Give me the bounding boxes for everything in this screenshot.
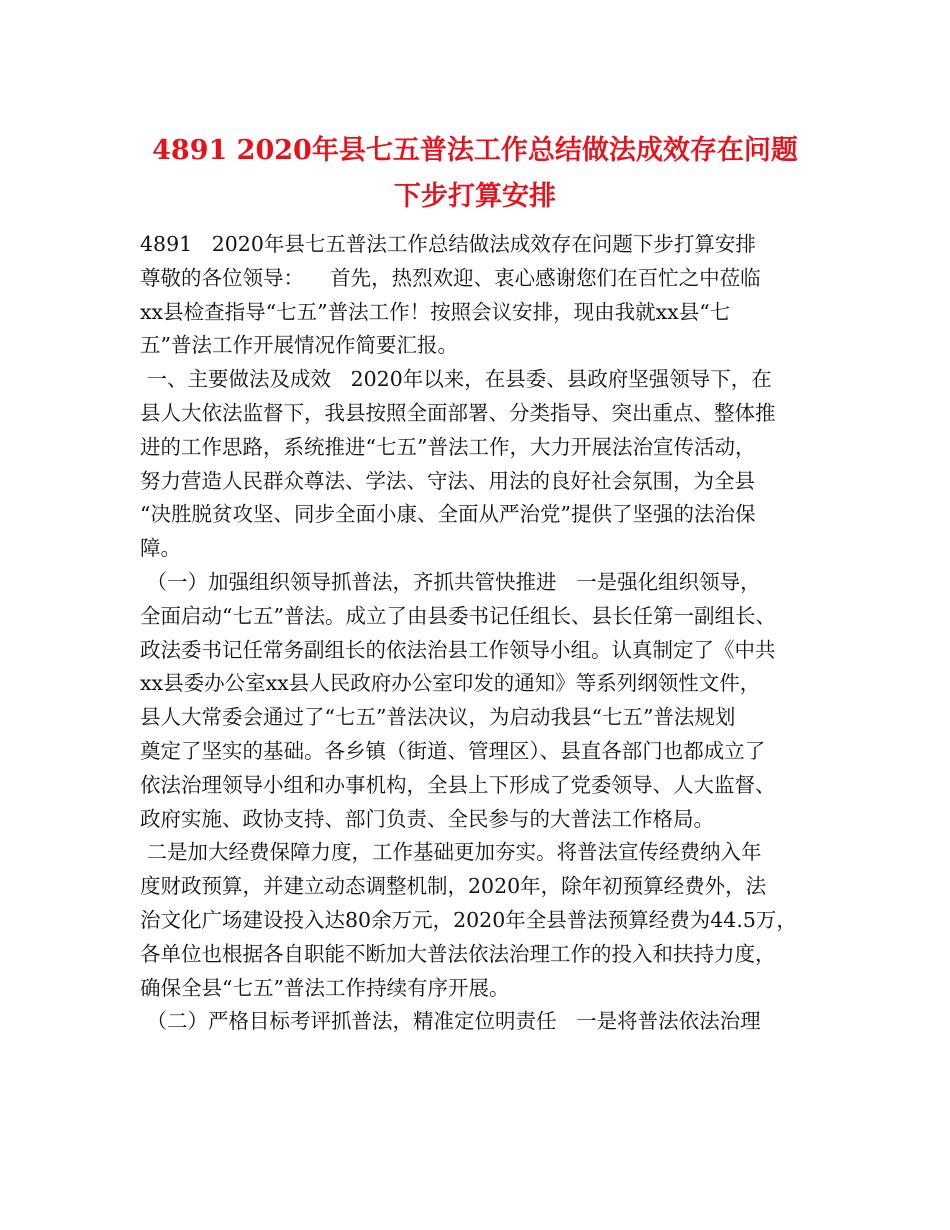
body-line: 奠定了坚实的基础。各乡镇（街道、管理区）、县直各部门也都成立了 — [140, 738, 766, 763]
body-line: 五”普法工作开展情况作简要汇报。 — [140, 333, 458, 358]
body-line: 努力营造人民群众尊法、学法、守法、用法的良好社会氛围，为全县 — [140, 468, 755, 493]
body-line: 度财政预算，并建立动态调整机制，2020年，除年初预算经费外，法 — [140, 874, 767, 899]
body-line: 政法委书记任常务副组长的依法治县工作领导小组。认真制定了《中共 — [140, 637, 776, 662]
body-line: 确保全县“七五”普法工作持续有序开展。 — [140, 975, 510, 1000]
body-line: 障。 — [140, 536, 181, 561]
body-line: 一、主要做法及成效 2020年以来，在县委、县政府坚强领导下，在 — [140, 367, 772, 392]
body-line: 县人大常委会通过了“七五”普法决议，为启动我县“七五”普法规划 — [140, 705, 736, 730]
body-line: 尊敬的各位领导： 首先，热烈欢迎、衷心感谢您们在百忙之中莅临 — [140, 265, 761, 290]
body-line: 依法治理领导小组和办事机构，全县上下形成了党委领导、人大监督、 — [140, 772, 776, 797]
document-title-line-1: 4891 2020年县七五普法工作总结做法成效存在问题 — [152, 135, 798, 166]
body-line: 治文化广场建设投入达80余万元，2020年全县普法预算经费为44.5万， — [140, 907, 797, 932]
body-line: （一）加强组织领导抓普法，齐抓共管快推进 一是强化组织领导， — [140, 569, 761, 594]
body-line: 进的工作思路，系统推进“七五”普法工作，大力开展法治宣传活动， — [140, 434, 756, 459]
body-line: xx县检查指导“七五”普法工作！按照会议安排，现由我就xx县“七 — [140, 299, 731, 324]
body-line: 县人大依法监督下，我县按照全面部署、分类指导、突出重点、整体推 — [140, 400, 776, 425]
body-line: 政府实施、政协支持、部门负责、全民参与的大普法工作格局。 — [140, 806, 714, 831]
body-line: 二是加大经费保障力度，工作基础更加夯实。将普法宣传经费纳入年 — [140, 840, 762, 865]
body-line: 各单位也根据各自职能不断加大普法依法治理工作的投入和扶持力度， — [140, 941, 776, 966]
body-line: xx县委办公室xx县人民政府办公室印发的通知》等系列纲领性文件， — [140, 671, 761, 696]
document-title-line-2: 下步打算安排 — [394, 181, 556, 212]
document-body — [140, 228, 840, 1039]
body-line: “决胜脱贫攻坚、同步全面小康、全面从严治党”提供了坚强的法治保 — [140, 502, 756, 527]
body-line: 4891 2020年县七五普法工作总结做法成效存在问题下步打算安排 — [140, 232, 756, 256]
body-line: 全面启动“七五”普法。成立了由县委书记任组长、县长任第一副组长、 — [140, 603, 776, 628]
body-line: （二）严格目标考评抓普法，精准定位明责任 一是将普法依法治理 — [140, 1009, 761, 1034]
